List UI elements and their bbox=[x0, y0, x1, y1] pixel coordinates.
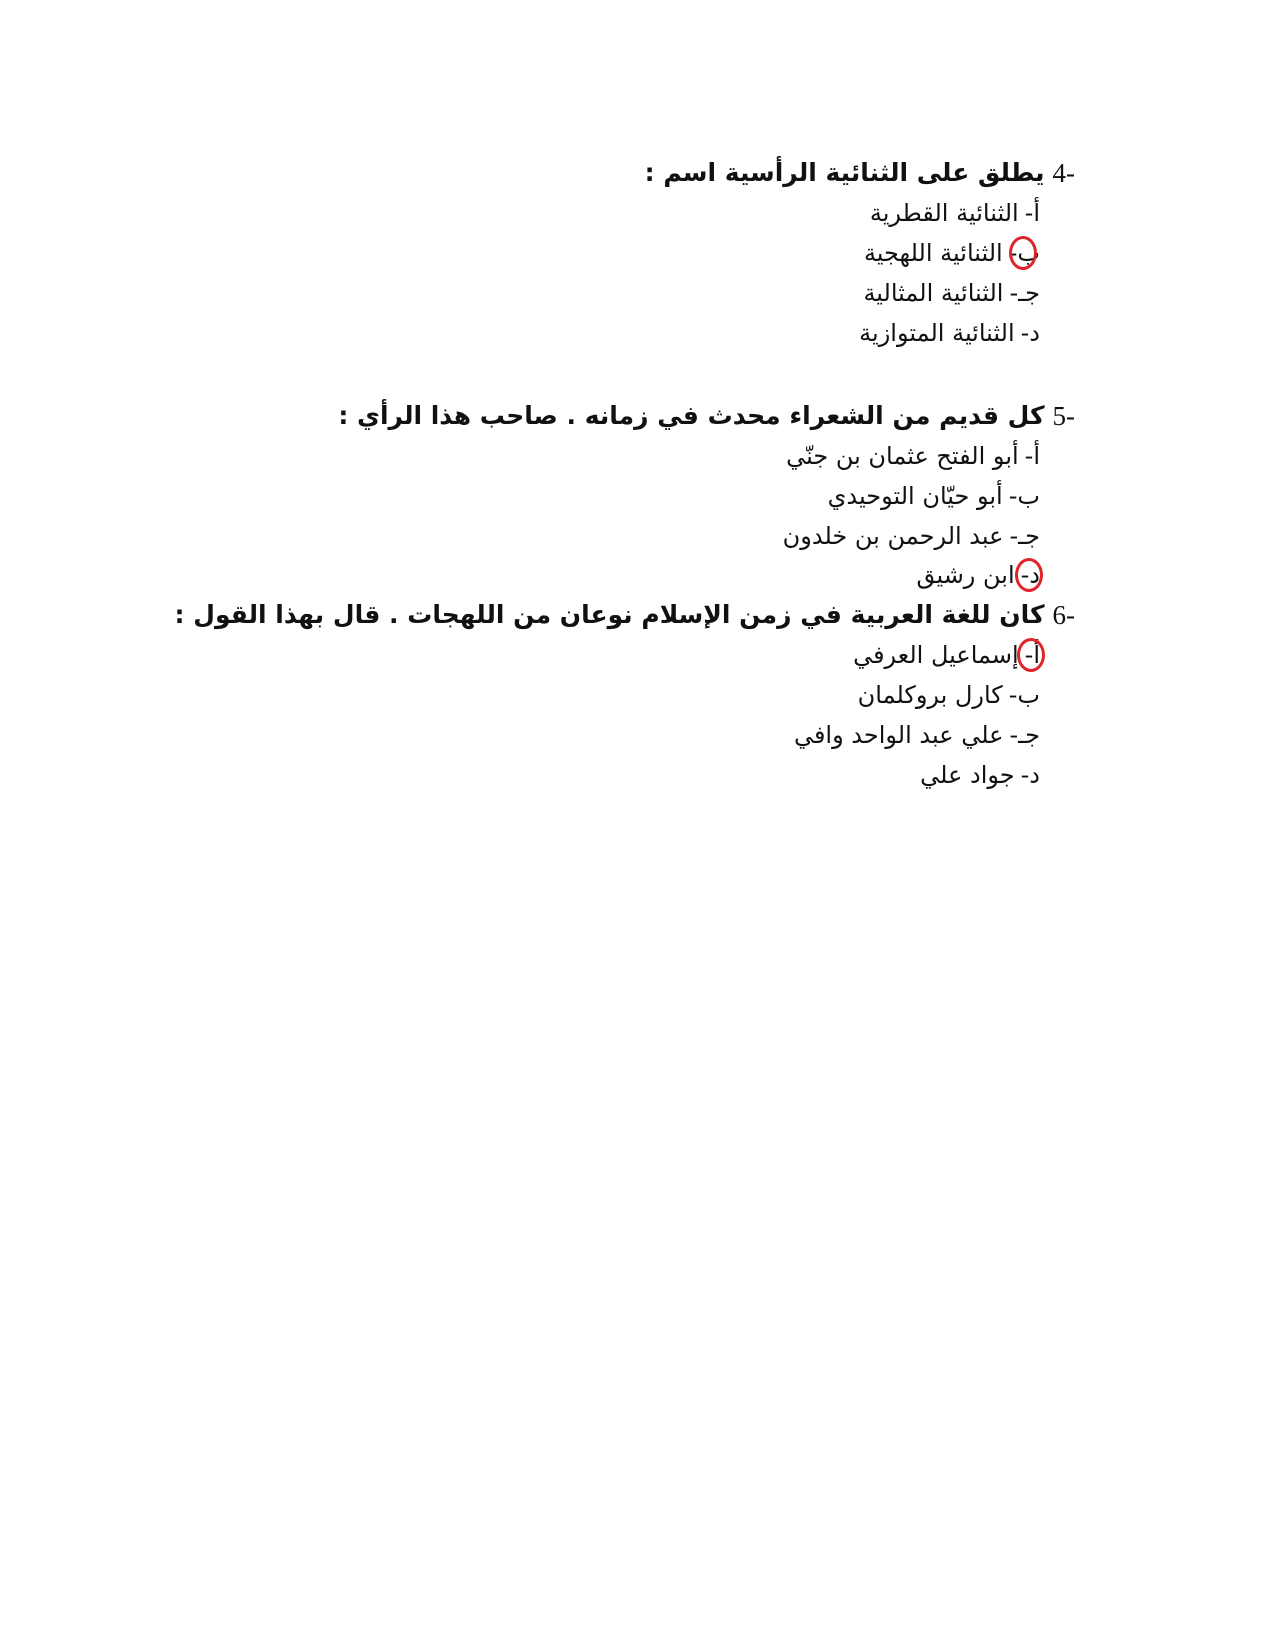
option-letter-circled: د- bbox=[1021, 556, 1040, 594]
option-letter-circled: أ- bbox=[1025, 635, 1040, 675]
option-d-selected-answer bbox=[175, 556, 1075, 594]
option-a bbox=[175, 193, 1075, 233]
option-d bbox=[175, 313, 1075, 353]
option-letter-circled: ب- bbox=[1009, 233, 1040, 273]
option-letter: د- bbox=[1020, 761, 1040, 789]
options-list bbox=[175, 193, 1075, 353]
option-text: علي عبد الواحد وافي bbox=[793, 721, 1004, 749]
option-d bbox=[175, 755, 1075, 795]
option-text: ابن رشيق bbox=[916, 561, 1015, 589]
question-text: كان للغة العربية في زمن الإسلام نوعان من اللهجات . قال بهذا القول : bbox=[174, 600, 1045, 629]
option-text: جواد علي bbox=[920, 761, 1015, 789]
option-letter: أ- bbox=[1024, 199, 1040, 227]
question-text: كل قديم من الشعراء محدث في زمانه . صاحب هذا الرأي : bbox=[338, 401, 1045, 430]
question-stem bbox=[175, 396, 1075, 436]
option-a-selected-answer bbox=[175, 635, 1075, 675]
question-number: 6- bbox=[1052, 600, 1075, 630]
question-stem bbox=[175, 153, 1075, 193]
option-letter: ب- bbox=[1008, 681, 1040, 709]
options-list bbox=[175, 436, 1075, 594]
option-b-selected-answer bbox=[175, 233, 1075, 273]
question-text: يطلق على الثنائية الرأسية اسم : bbox=[644, 158, 1045, 187]
question-stem bbox=[175, 595, 1075, 635]
question-4 bbox=[175, 153, 1075, 353]
option-letter: جـ- bbox=[1009, 522, 1040, 550]
option-letter: جـ- bbox=[1009, 721, 1040, 749]
question-5 bbox=[175, 396, 1075, 594]
option-text: الثنائية المتوازية bbox=[859, 319, 1015, 347]
option-letter: ب- bbox=[1008, 482, 1040, 510]
option-b bbox=[175, 675, 1075, 715]
option-text: أبو حيّان التوحيدي bbox=[827, 482, 1003, 510]
question-number: 4- bbox=[1052, 158, 1075, 188]
question-6 bbox=[175, 595, 1075, 795]
option-letter: أ- bbox=[1024, 442, 1040, 470]
option-c bbox=[175, 516, 1075, 556]
option-b bbox=[175, 476, 1075, 516]
option-text: إسماعيل العرفي bbox=[853, 641, 1019, 669]
option-text: الثنائية القطرية bbox=[869, 199, 1019, 227]
option-text: كارل بروكلمان bbox=[857, 681, 1003, 709]
option-letter: جـ- bbox=[1009, 279, 1040, 307]
option-c bbox=[175, 273, 1075, 313]
option-text: الثنائية اللهجية bbox=[863, 239, 1003, 267]
option-c bbox=[175, 715, 1075, 755]
options-list bbox=[175, 635, 1075, 795]
option-letter: د- bbox=[1020, 319, 1040, 347]
question-number: 5- bbox=[1052, 401, 1075, 431]
option-text: عبد الرحمن بن خلدون bbox=[782, 522, 1004, 550]
option-a bbox=[175, 436, 1075, 476]
option-text: الثنائية المثالية bbox=[863, 279, 1004, 307]
option-text: أبو الفتح عثمان بن جنّي bbox=[786, 442, 1019, 470]
